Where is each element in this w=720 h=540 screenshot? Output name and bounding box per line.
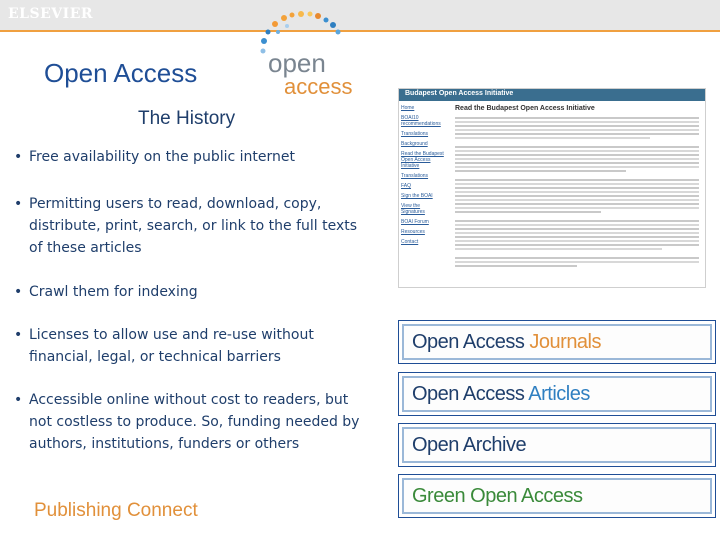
- elsevier-logo: ELSEVIER: [8, 6, 94, 22]
- open-access-logo: [254, 10, 364, 100]
- green-open-access-box: [398, 474, 716, 518]
- boai-sidebar-item: Resources: [401, 229, 425, 235]
- boai-sidebar-item: View the Signatures: [401, 203, 425, 215]
- boai-webpage-screenshot: [398, 88, 706, 288]
- publishing-connect-logo: Publishing Connect: [34, 500, 198, 521]
- bullet-list: [14, 146, 364, 455]
- open-archive-box: [398, 423, 716, 467]
- boai-sidebar-item: Background: [401, 141, 428, 147]
- boai-sidebar-item: Contact: [401, 239, 419, 245]
- boai-sidebar-item: BOAI10 recommendations: [401, 115, 441, 127]
- boai-body-text: [455, 117, 699, 269]
- bullet-item: • Crawl them for indexing: [14, 281, 364, 303]
- slide-subtitle: The History: [138, 108, 236, 129]
- boai-sidebar-item: Translations: [401, 131, 429, 137]
- boai-sidebar-item: Translations: [401, 173, 429, 179]
- bullet-item: • Licenses to allow use and re-use without financial, legal, or technical barriers: [14, 324, 364, 368]
- boai-sidebar-item: FAQ: [401, 183, 412, 189]
- boai-banner: [399, 89, 705, 101]
- boai-sidebar-item: Home: [401, 105, 415, 111]
- bullet-item: • Free availability on the public internet: [14, 146, 364, 168]
- boai-sidebar-item: Sign the BOAI: [401, 193, 433, 199]
- logo-open-text: open: [268, 48, 326, 78]
- boai-banner-text: Budapest Open Access Initiative: [405, 90, 514, 97]
- boai-heading: Read the Budapest Open Access Initiative: [455, 105, 595, 112]
- open-access-articles-box: [398, 372, 716, 416]
- category-label: Green Open Access: [412, 485, 583, 507]
- boai-sidebar-item: BOAI Forum: [401, 219, 429, 225]
- category-label: Open Access Journals: [412, 331, 602, 353]
- slide-title: Open Access: [44, 58, 198, 88]
- boai-sidebar-item: Read the Budapest Open Access Initiative: [401, 151, 444, 169]
- logo-access-text: access: [284, 74, 353, 99]
- boai-sidebar: [401, 105, 445, 249]
- category-label: Open Archive: [412, 434, 527, 456]
- bullet-item: • Accessible online without cost to readers, but not costless to produce. So, funding needed by authors, institutions, funders or others: [14, 389, 364, 455]
- category-label: Open Access Articles: [412, 383, 590, 405]
- open-access-journals-box: [398, 320, 716, 364]
- bullet-item: • Permitting users to read, download, copy, distribute, print, search, or link to the full texts of these articles: [14, 193, 364, 259]
